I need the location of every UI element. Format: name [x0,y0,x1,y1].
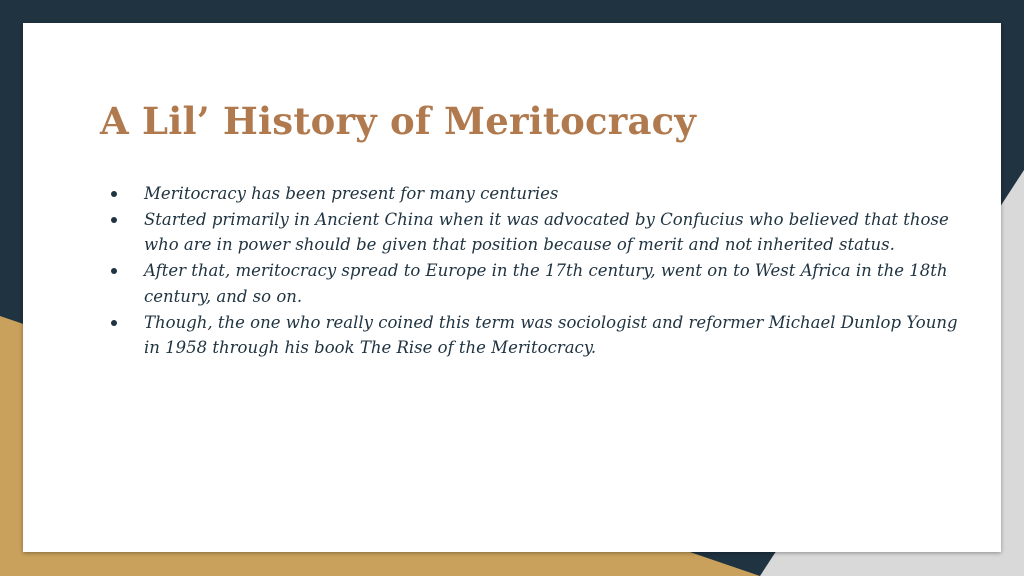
bullet-text: Meritocracy has been present for many centuries [144,184,559,203]
bullet-text: Started primarily in Ancient China when it was advocated by Confucius who believed that those who are in power should be given that position because of merit and not inherited status. [144,209,949,255]
bullet-dot-icon [111,268,117,274]
bullet-list [100,181,960,361]
bullet-item [100,181,960,207]
bullet-text: Though, the one who really coined this term was sociologist and reformer Michael Dunlop Young in 1958 through his book The Rise of the Meritocracy. [144,312,958,358]
bullet-item [100,207,960,258]
slide-card [23,23,1001,552]
bullet-dot-icon [111,320,117,326]
bullet-item [100,310,960,361]
slide-title: A Lil’ History of Meritocracy [100,99,697,143]
bullet-dot-icon [111,191,117,197]
bullet-dot-icon [111,217,117,223]
bullet-item [100,258,960,309]
bullet-text: After that, meritocracy spread to Europe in the 17th century, went on to West Africa in the 18th century, and so on. [144,261,948,306]
